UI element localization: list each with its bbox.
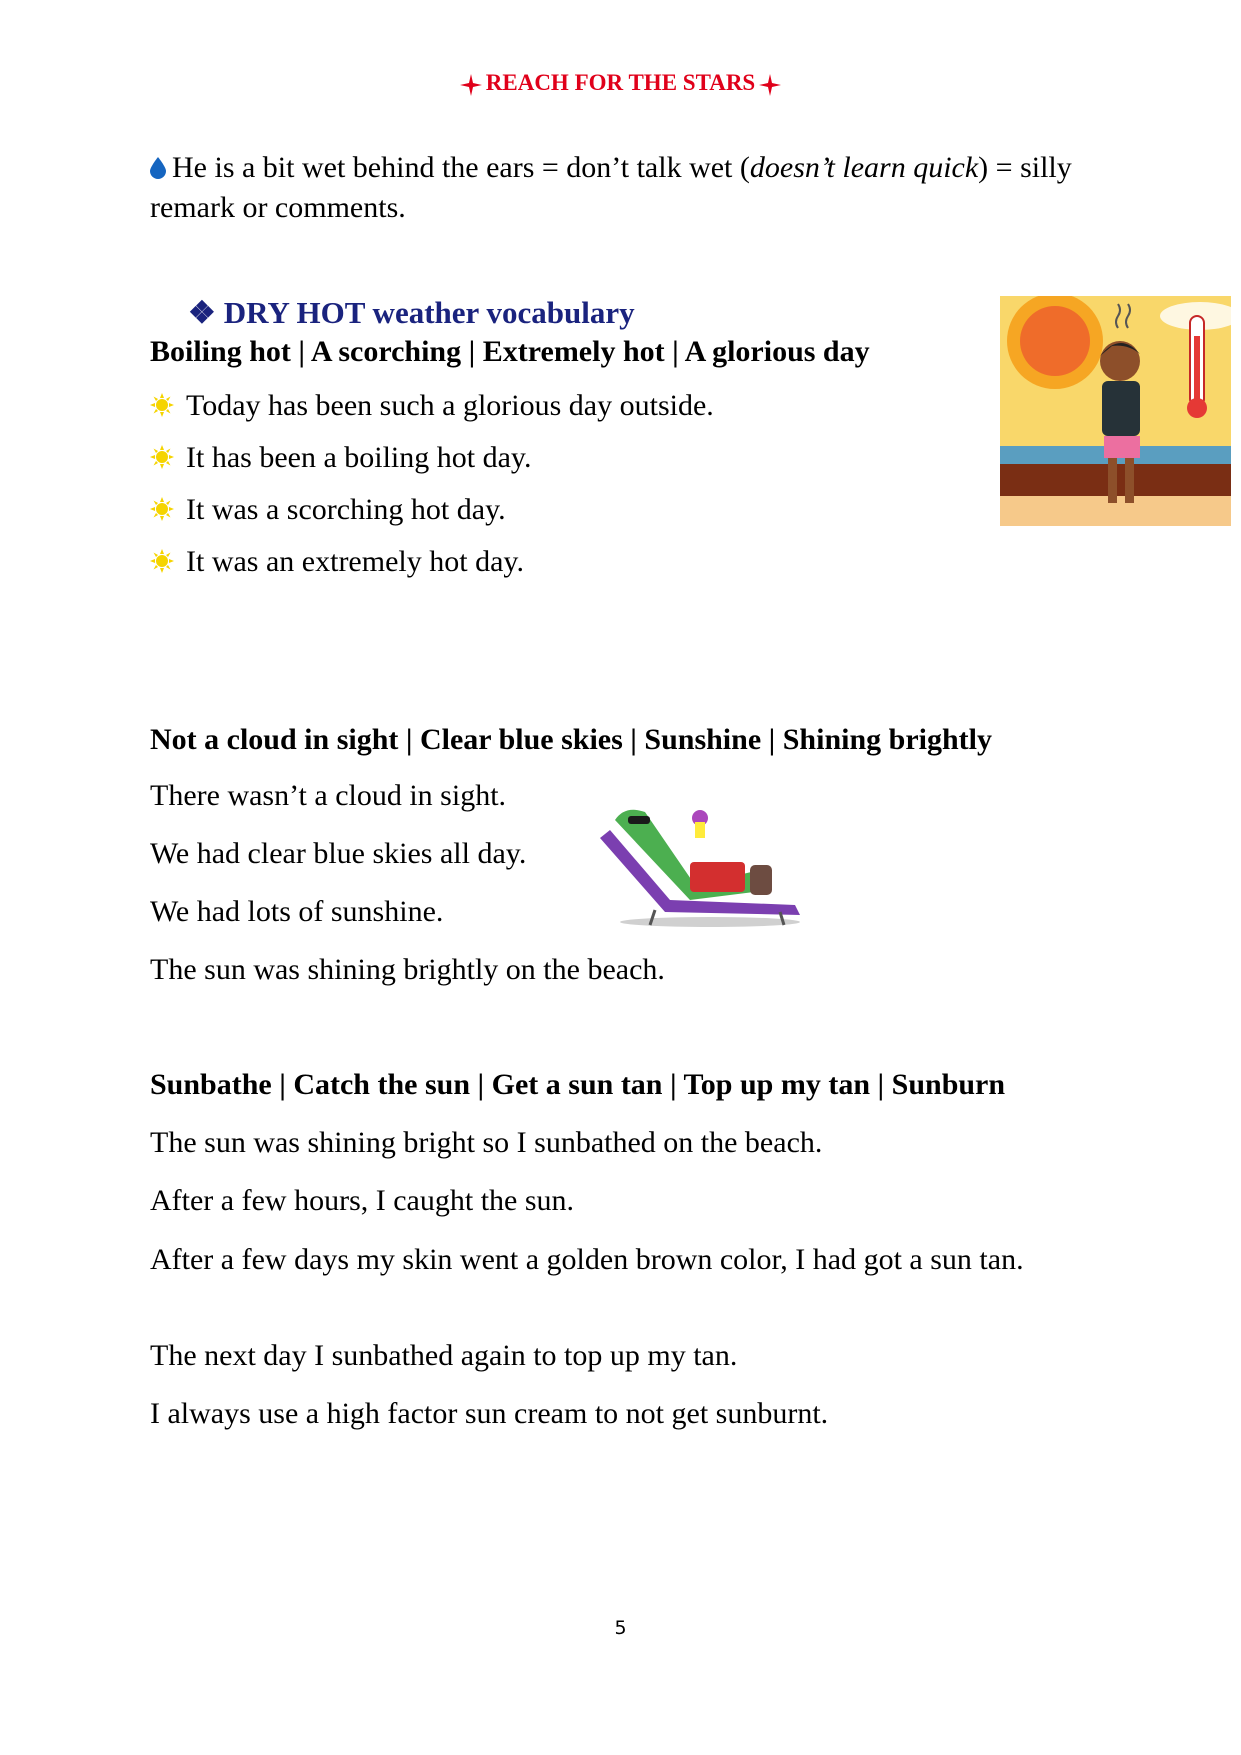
group1-heading: Boiling hot | A scorching | Extremely hot | A glorious day xyxy=(150,335,870,368)
four-diamond-icon: ❖ xyxy=(188,295,216,330)
section-title xyxy=(188,295,635,331)
idiom-text-before: He is a bit wet behind the ears = don’t talk wet ( xyxy=(172,151,750,184)
sentence-line: The sun was shining brightly on the beach. xyxy=(150,953,665,986)
list-item xyxy=(150,545,524,579)
header-title: REACH FOR THE STARS xyxy=(485,70,756,95)
list-item xyxy=(150,389,714,423)
group3-heading: Sunbathe | Catch the sun | Get a sun tan | Top up my tan | Sunburn xyxy=(150,1068,1006,1101)
sun-icon xyxy=(150,497,174,521)
four-point-star-icon xyxy=(759,74,781,96)
idiom-italic: doesn’t learn quick xyxy=(749,151,979,184)
sentence-line: We had lots of sunshine. xyxy=(150,895,444,928)
sentence-line: After a few hours, I caught the sun. xyxy=(150,1184,575,1217)
page-header xyxy=(0,70,1241,96)
four-point-star-icon xyxy=(460,74,482,96)
section-title-text: DRY HOT weather vocabulary xyxy=(223,295,635,330)
list-item-text: It was a scorching hot day. xyxy=(186,493,506,526)
cucumber-sunbathing-illustration xyxy=(600,800,810,930)
list-item xyxy=(150,493,506,527)
list-item xyxy=(150,441,531,475)
sentence-line: The next day I sunbathed again to top up my tan. xyxy=(150,1339,738,1372)
sun-icon xyxy=(150,549,174,573)
sentence-line: We had clear blue skies all day. xyxy=(150,837,527,870)
sentence-line: There wasn’t a cloud in sight. xyxy=(150,779,507,812)
sentence-line: The sun was shining bright so I sunbathed on the beach. xyxy=(150,1126,823,1159)
sentence-line: I always use a high factor sun cream to not get sunburnt. xyxy=(150,1397,829,1430)
page-number: 5 xyxy=(614,1617,627,1639)
sentence-paragraph: After a few days my skin went a golden brown color, I had got a sun tan. xyxy=(150,1243,1024,1276)
list-item-text: It was an extremely hot day. xyxy=(186,545,524,578)
water-drop-icon xyxy=(150,157,166,179)
sun-icon xyxy=(150,445,174,469)
idiom-paragraph xyxy=(150,148,1085,228)
sun-icon xyxy=(150,393,174,417)
list-item-text: It has been a boiling hot day. xyxy=(186,441,532,474)
hot-weather-boy-illustration xyxy=(1000,296,1231,526)
list-item-text: Today has been such a glorious day outside. xyxy=(186,389,714,422)
idiom-text-after: ) = silly remark or comments. xyxy=(150,151,1072,224)
group2-heading: Not a cloud in sight | Clear blue skies | Sunshine | Shining brightly xyxy=(150,723,992,756)
